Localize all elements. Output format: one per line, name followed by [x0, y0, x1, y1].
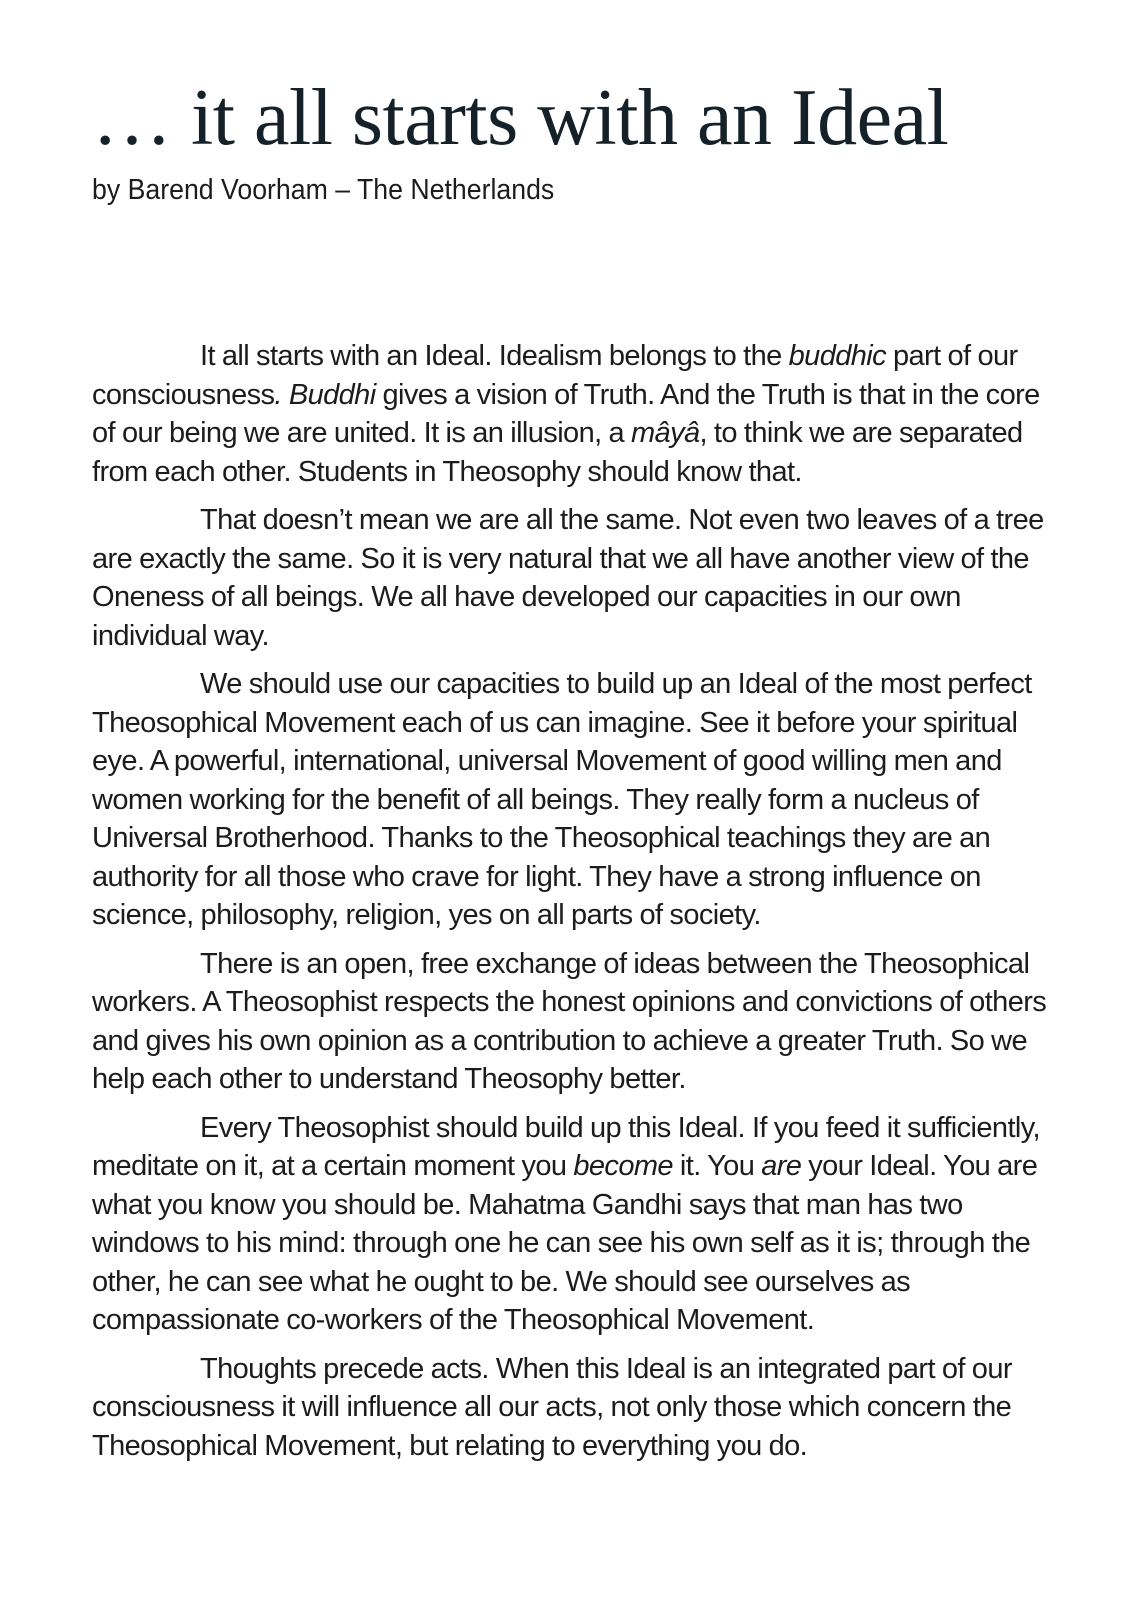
italic-text: become	[573, 1150, 673, 1182]
paragraph-text: It all starts with an Ideal. Idealism belongs to the	[200, 340, 789, 372]
article-paragraph	[92, 1350, 1052, 1466]
document-page	[92, 70, 1052, 1475]
paragraph-text: part of our consciousness	[92, 340, 1018, 411]
article-paragraph	[92, 945, 1052, 1099]
article-paragraph	[92, 337, 1052, 491]
article-title: … it all starts with an Ideal	[92, 74, 949, 162]
paragraph-text: Thoughts precede acts. When this Ideal is an integrated part of our consciousness it will influence all our acts, not only those which concern the Theosophical Movement, but relating to everything you do.	[92, 1352, 1012, 1462]
article-body	[92, 337, 1052, 1465]
article-paragraph	[92, 501, 1052, 655]
italic-text: buddhic	[788, 340, 887, 372]
italic-text: are	[761, 1150, 802, 1182]
paragraph-text: your Ideal. You are what you know you should be. Mahatma Gandhi says that man has two windows to his mind: through one he can see his own self as it is; through the other, he can see what he ought to be. We should see ourselves as compassionate co-workers of the Theosophical Movement.	[92, 1150, 1038, 1336]
paragraph-text: We should use our capacities to build up an Ideal of the most perfect Theosophical Movement each of us can imagine. See it before your spiritual eye. A powerful, international, universal Movement of good willing men and women working for the benefit of all beings. They really form a nucleus of Universal Brotherhood. Thanks to the Theosophical teachings they are an authority for all those who crave for light. They have a strong influence on science, philosophy, religion, yes on all parts of society.	[92, 668, 1032, 931]
article-paragraph	[92, 1109, 1052, 1340]
paragraph-text: Every Theosophist should build up this Ideal. If you feed it sufficiently, meditate on it, at a certain moment you	[92, 1111, 1040, 1182]
paragraph-text: There is an open, free exchange of ideas between the Theosophical workers. A Theosophist respects the honest opinions and convictions of others and gives his own opinion as a contribution to achieve a greater Truth. So we help each other to understand Theosophy better.	[92, 947, 1047, 1095]
paragraph-text: , to think we are separated from each other. Students in Theosophy should know that.	[92, 417, 1023, 488]
paragraph-text: it. You	[672, 1150, 762, 1182]
italic-text: . Buddhi	[274, 378, 376, 411]
italic-text: mâyâ	[631, 417, 700, 449]
article-byline: by Barend Voorham – The Netherlands	[92, 174, 555, 206]
paragraph-text: gives a vision of Truth. And the Truth is that in the core of our being we are united. It is an illusion, a	[92, 378, 1040, 449]
article-paragraph	[92, 665, 1052, 935]
paragraph-text: That doesn’t mean we are all the same. Not even two leaves of a tree are exactly the same. So it is very natural that we all have another view of the Oneness of all beings. We all have developed our capacities in our own individual way.	[92, 504, 1044, 652]
